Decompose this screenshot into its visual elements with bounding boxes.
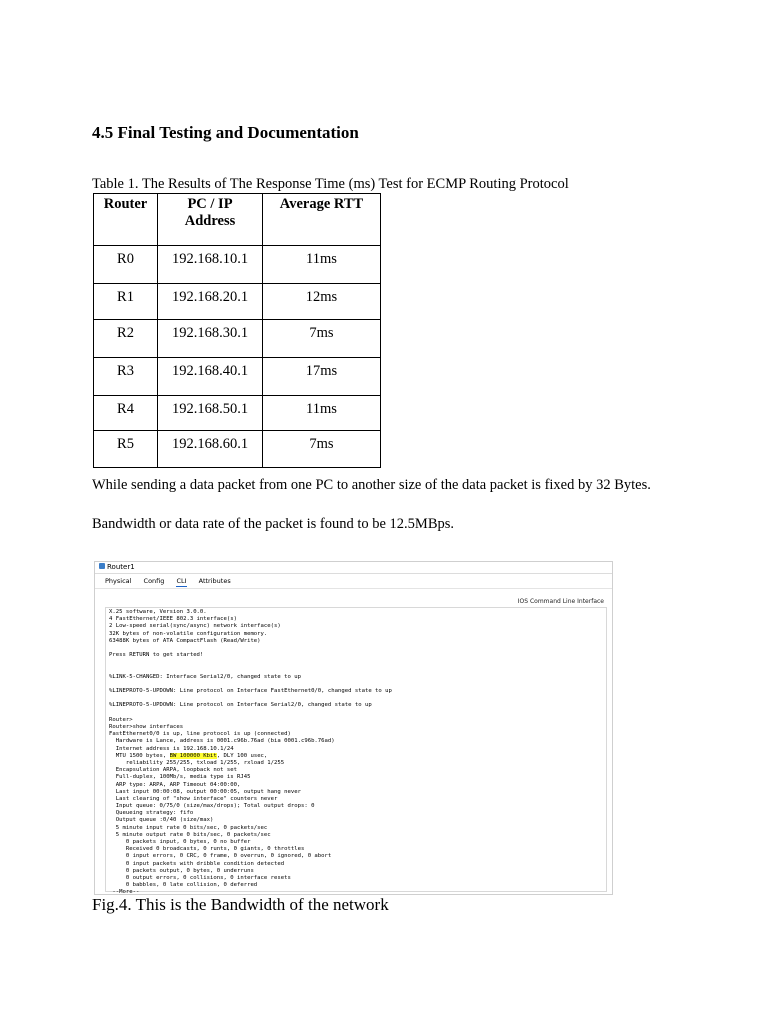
tab-config[interactable]: Config [143, 577, 165, 585]
cell-router: R1 [94, 284, 158, 320]
cell-rtt: 12ms [263, 284, 381, 320]
console-line: 5 minute input rate 0 bits/sec, 0 packets/sec [109, 824, 268, 831]
cell-ip: 192.168.50.1 [158, 396, 263, 431]
section-heading: 4.5 Final Testing and Documentation [92, 123, 359, 142]
cell-rtt: 11ms [263, 246, 381, 284]
console-line [109, 681, 603, 688]
cell-ip: 192.168.30.1 [158, 320, 263, 358]
figure-caption: Fig.4. This is the Bandwidth of the network [92, 895, 389, 914]
console-line: ARP type: ARPA, ARP Timeout 04:00:00, [109, 781, 241, 788]
cell-rtt: 7ms [263, 431, 381, 468]
console-line: --More-- [109, 889, 140, 896]
console-line: 4 FastEthernet/IEEE 802.3 interface(s) [109, 616, 237, 623]
console-line: Received 0 broadcasts, 0 runts, 0 giants, 0 throttles [109, 846, 305, 853]
tab-attributes[interactable]: Attributes [198, 577, 231, 585]
console-line: X.25 software, Version 3.0.0. [109, 609, 207, 615]
cell-ip: 192.168.20.1 [158, 284, 263, 320]
cell-ip: 192.168.60.1 [158, 431, 263, 468]
console-line: %LINEPROTO-5-UPDOWN: Line protocol on Interface Serial2/0, changed state to up [109, 702, 372, 709]
table-row [94, 320, 381, 358]
console-line: 32K bytes of non-volatile configuration memory. [109, 630, 268, 637]
header-average-rtt: Average RTT [263, 194, 381, 246]
tab-cli[interactable]: CLI [176, 577, 187, 585]
console-line: reliability 255/255, txload 1/255, rxload 1/255 [109, 759, 285, 766]
console-line [109, 667, 603, 674]
console-line: FastEthernet0/0 is up, line protocol is up (connected) [109, 731, 291, 738]
bandwidth-paragraph: Bandwidth or data rate of the packet is found to be 12.5MBps. [92, 516, 455, 532]
table-row [94, 246, 381, 284]
console-line: 0 babbles, 0 late collision, 0 deferred [109, 882, 258, 889]
console-line: 0 input packets with dribble condition detected [109, 860, 285, 867]
cli-console[interactable] [105, 607, 607, 896]
cell-ip: 192.168.40.1 [158, 358, 263, 396]
console-line: Input queue: 0/75/0 (size/max/drops); Total output drops: 0 [109, 803, 315, 810]
cell-router: R3 [94, 358, 158, 396]
console-line: 2 Low-speed serial(sync/async) network interface(s) [109, 623, 281, 630]
table-row [94, 284, 381, 320]
bandwidth-highlight: BW 100000 Kbit [169, 752, 217, 759]
console-line: 0 packets input, 0 bytes, 0 no buffer [109, 839, 251, 845]
console-line [109, 645, 603, 652]
console-line: Last input 00:00:08, output 00:00:05, output hang never [109, 788, 301, 795]
cell-router: R0 [94, 246, 158, 284]
cell-router: R4 [94, 396, 158, 431]
console-line: %LINEPROTO-5-UPDOWN: Line protocol on Interface FastEthernet0/0, changed state to up [109, 688, 392, 695]
cell-router: R2 [94, 320, 158, 358]
router-cli-screenshot [94, 561, 613, 895]
window-title: Router1 [107, 563, 135, 571]
console-line [109, 710, 603, 717]
cell-rtt: 17ms [263, 358, 381, 396]
console-line: Full-duplex, 100Mb/s, media type is RJ45 [109, 774, 251, 781]
mtu-line-tail: , DLY 100 usec, [216, 752, 268, 759]
console-line: Internet address is 192.168.10.1/24 [109, 745, 234, 752]
console-line: 5 minute output rate 0 bits/sec, 0 packets/sec [109, 831, 271, 838]
console-line: Router> [109, 716, 133, 723]
console-line: 0 input errors, 0 CRC, 0 frame, 0 overrun, 0 ignored, 0 abort [109, 853, 332, 860]
header-router: Router [94, 194, 158, 246]
tab-bar [95, 574, 612, 589]
header-ip-address: PC / IP Address [158, 194, 263, 246]
console-line: Press RETURN to get started! [109, 652, 204, 659]
tab-physical[interactable]: Physical [105, 577, 132, 585]
console-line: 0 output errors, 0 collisions, 0 interface resets [109, 874, 291, 881]
table-header-row [94, 194, 381, 246]
console-line: Queueing strategy: fifo [109, 810, 194, 817]
console-line: Router>show interfaces [109, 724, 184, 730]
console-line [109, 659, 603, 666]
console-line: Hardware is Lance, address is 0001.c96b.76ad (bia 0001.c96b.76ad) [109, 738, 335, 745]
console-line [109, 695, 603, 702]
results-table [93, 193, 381, 468]
cell-ip: 192.168.10.1 [158, 246, 263, 284]
packet-size-paragraph: While sending a data packet from one PC to another size of the data packet is fixed by 32 Bytes. [92, 477, 651, 493]
table-row [94, 396, 381, 431]
panel-label: IOS Command Line Interface [517, 598, 604, 605]
console-line: %LINK-5-CHANGED: Interface Serial2/0, changed state to up [109, 673, 301, 680]
table-caption: Table 1. The Results of The Response Time (ms) Test for ECMP Routing Protocol [92, 176, 569, 192]
cell-rtt: 7ms [263, 320, 381, 358]
cell-rtt: 11ms [263, 396, 381, 431]
table-row [94, 358, 381, 396]
console-line: Last clearing of "show interface" counters never [109, 795, 278, 802]
router-icon [99, 563, 105, 569]
console-line: 63488K bytes of ATA CompactFlash (Read/Write) [109, 637, 261, 644]
console-line: 0 packets output, 0 bytes, 0 underruns [109, 867, 254, 874]
console-line: Encapsulation ARPA, loopback not set [109, 767, 237, 774]
cell-router: R5 [94, 431, 158, 468]
console-line: MTU 1500 bytes, BW 100000 Kbit, DLY 100 usec, [109, 752, 268, 759]
table-row [94, 431, 381, 468]
console-line: Output queue :0/40 (size/max) [109, 817, 214, 824]
window-titlebar [95, 562, 612, 574]
